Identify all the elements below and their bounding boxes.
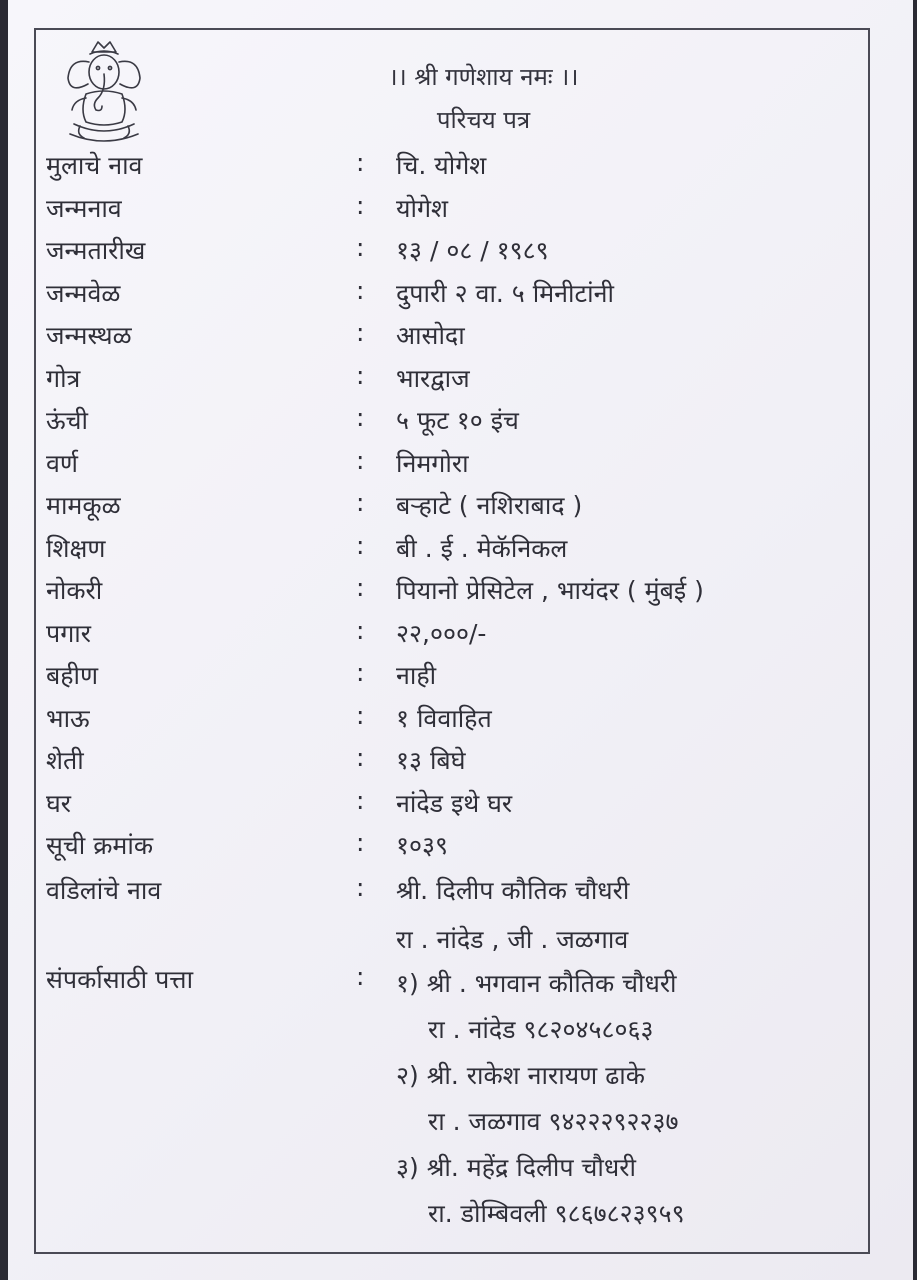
contact-person-detail: रा . नांदेड ९८२०४५८०६३ [428, 1015, 654, 1044]
field-row [8, 701, 913, 741]
field-value: निमगोरा [396, 448, 469, 478]
field-value: १ विवाहित [396, 703, 492, 733]
biodata-sheet [8, 0, 913, 1280]
separator: : [356, 962, 365, 991]
field-value: चि. योगेश [396, 151, 487, 180]
separator: : [356, 530, 365, 560]
field-label: सूची क्रमांक [46, 831, 154, 860]
separator: : [356, 573, 365, 602]
contact-person-name: २) श्री. राकेश नारायण ढाके [396, 1061, 645, 1090]
separator: : [356, 615, 365, 645]
field-label: घर [46, 788, 72, 818]
separator: : [356, 785, 365, 815]
field-value: भारद्वाज [396, 363, 470, 393]
field-label: जन्मनाव [46, 193, 122, 223]
field-row [8, 828, 913, 868]
father-label: वडिलांचे नाव [46, 876, 162, 905]
field-value: १०३९ [396, 831, 449, 860]
page-title: परिचय पत्र [436, 106, 531, 134]
invocation-text: ।। श्री गणेशाय नमः ।। [388, 63, 579, 91]
contact-label: संपर्कासाठी पत्ता [46, 965, 194, 994]
father-name: श्री. दिलीप कौतिक चौधरी [396, 876, 630, 905]
field-value: बऱ्हाटे ( नशिराबाद ) [396, 491, 583, 520]
field-label: ऊंची [46, 406, 88, 435]
field-label: जन्मवेळ [46, 278, 121, 308]
separator: : [356, 190, 365, 220]
separator: : [356, 658, 365, 687]
field-value: नांदेड इथे घर [396, 788, 513, 818]
field-label: वर्ण [46, 448, 78, 478]
separator: : [356, 445, 365, 475]
field-label: मामकूळ [46, 491, 121, 520]
field-row [8, 233, 913, 273]
field-label: पगार [46, 618, 91, 648]
field-row [8, 318, 913, 358]
field-label: जन्मतारीख [46, 236, 146, 265]
separator: : [356, 148, 365, 177]
field-row [8, 743, 913, 783]
field-row [8, 191, 913, 231]
field-row [8, 148, 913, 188]
field-label: मुलाचे नाव [46, 151, 143, 180]
field-row [8, 616, 913, 656]
field-row [8, 488, 913, 528]
contact-person-name: १) श्री . भगवान कौतिक चौधरी [396, 969, 677, 998]
father-row [8, 873, 913, 913]
field-value: आसोदा [396, 321, 465, 350]
field-row [8, 573, 913, 613]
field-label: भाऊ [46, 703, 90, 733]
field-value: दुपारी २ वा. ५ मिनीटांनी [396, 278, 614, 308]
field-label: शेती [46, 746, 84, 775]
father-address: रा . नांदेड , जी . जळगाव [396, 925, 629, 954]
separator: : [356, 873, 365, 902]
field-row [8, 276, 913, 316]
contact-person-detail: रा . जळगाव ९४२२२९२२३७ [428, 1107, 679, 1136]
separator: : [356, 700, 365, 730]
field-label: बहीण [46, 661, 99, 690]
field-row [8, 531, 913, 571]
field-value: ५ फूट १० इंच [396, 406, 519, 435]
field-label: गोत्र [46, 363, 81, 393]
separator: : [356, 488, 365, 517]
contact-person-detail: रा. डोम्बिवली ९८६७८२३९५९ [428, 1199, 685, 1228]
field-label: शिक्षण [46, 533, 106, 563]
separator: : [356, 360, 365, 390]
field-row [8, 446, 913, 486]
field-value: बी . ई . मेकॅनिकल [396, 533, 568, 563]
field-value: १३ / ०८ / १९८९ [396, 236, 549, 265]
separator: : [356, 318, 365, 347]
field-value: पियानो प्रेसिटेल , भायंदर ( मुंबई ) [396, 576, 704, 605]
field-label: नोकरी [46, 576, 103, 605]
field-value: २२,०००/- [396, 618, 487, 648]
contact-person-name: ३) श्री. महेंद्र दिलीप चौधरी [396, 1153, 636, 1182]
separator: : [356, 233, 365, 262]
field-row [8, 403, 913, 443]
field-label: जन्मस्थळ [46, 321, 132, 350]
field-value: नाही [396, 661, 437, 690]
field-row [8, 786, 913, 826]
field-row [8, 361, 913, 401]
separator: : [356, 743, 365, 772]
separator: : [356, 275, 365, 305]
separator: : [356, 828, 365, 857]
field-value: योगेश [396, 193, 449, 223]
separator: : [356, 403, 365, 432]
field-row [8, 658, 913, 698]
field-value: १३ बिघे [396, 746, 466, 775]
